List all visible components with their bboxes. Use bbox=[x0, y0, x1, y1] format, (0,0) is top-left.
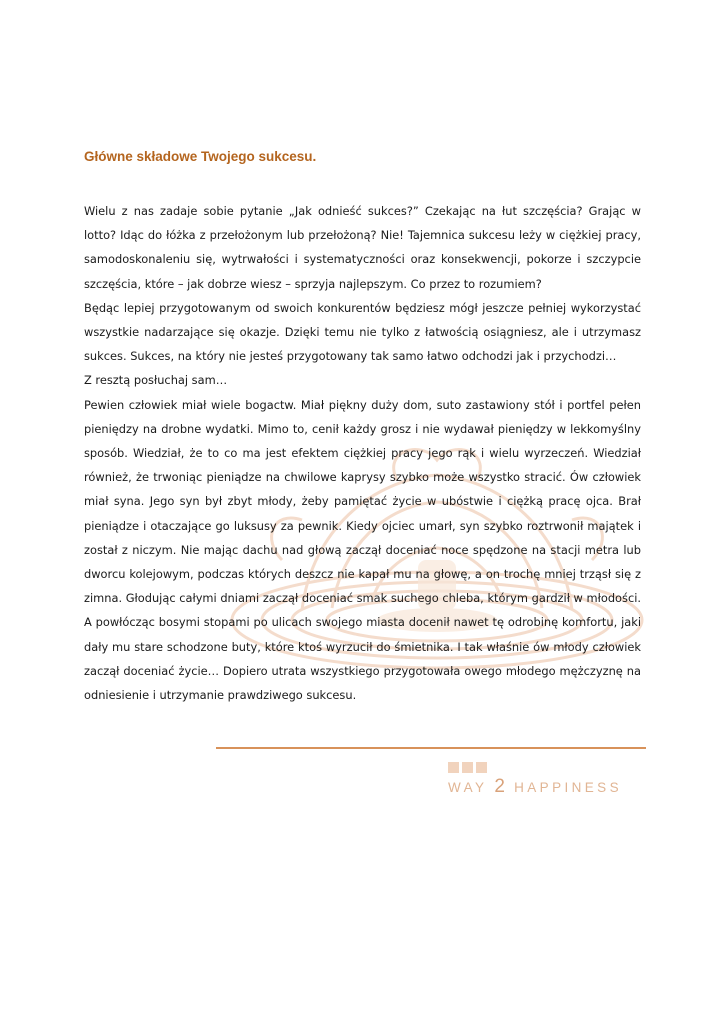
brand-part1: WAY bbox=[448, 780, 488, 795]
paragraph-intro: Wielu z nas zadaje sobie pytanie „Jak odnieść sukces?” Czekając na łut szczęścia? Grając w lotto? Idąc do łóżka z przełożonym lub przełożoną? Nie! Tajemnica sukcesu leży w ciężkiej pracy, samodoskonaleniu się, wytrwałości i systematyczności oraz konsekwencji, pokorze i szczypcie szczęścia, które – jak dobrze wiesz – sprzyja najlepszym. Co przez to rozumiem? bbox=[84, 204, 641, 291]
paragraph-listen: Z resztą posłuchaj sam… bbox=[84, 373, 228, 388]
brand-logo bbox=[448, 762, 648, 796]
page-title: Główne składowe Twojego sukcesu. bbox=[84, 149, 317, 164]
paragraph-story: Pewien człowiek miał wiele bogactw. Miał piękny duży dom, suto zastawiony stół i portfel pełen pieniędzy na drobne wydatki. Mimo to, cenił każdy grosz i nie wydawał pieniędzy w lekkomyślny sposób. Wiedział, że to co ma jest efektem ciężkiej pracy jego rąk i wielu wyrzeczeń. Wiedział również, że trwoniąc pieniądze na chwilowe kaprysy szybko może wszystko stracić. Ów człowiek miał syna. Jego syn był zbyt młody, żeby pamiętać życie w ubóstwie i ciężką pracę ojca. Brał pieniądze i otaczające go luksusy za pewnik. Kiedy ojciec umarł, syn szybko roztrwonił majątek i został z niczym. Nie mając dachu nad głową zaczął doceniać noce spędzone na stacji metra lub dworcu kolejowym, podczas których deszcz nie kapał mu na głowę, a on trochę mniej trząsł się z zimna. Głodując całymi dniami zaczął doceniać smak suchego chleba, którym gardził w młodości. A powłócząc bosymi stopami po ulicach swojego miasta docenił nawet tę odrobinę komfortu, jaki dały mu stare schodzone buty, które ktoś wyrzucił do śmietnika. I tak właśnie ów młody człowiek zaczął doceniać życie… Dopiero utrata wszystkiego przygotowała owego młodego mężczyznę na odniesienie i utrzymanie prawdziwego sukcesu. bbox=[84, 397, 641, 703]
footer-divider bbox=[216, 747, 646, 749]
article-body bbox=[84, 199, 641, 707]
brand-wordmark bbox=[448, 776, 622, 798]
paragraph-preparation: Będąc lepiej przygotowanym od swoich konkurentów będziesz mógł jeszcze pełniej wykorzystać wszystkie nadarzające się okazje. Dzięki temu nie tylko z łatwością osiągniesz, ale i utrzymasz sukces. Sukces, na który nie jesteś przygotowany tak samo łatwo odchodzi jak i przychodzi… bbox=[84, 300, 641, 364]
brand-part2: HAPPINESS bbox=[514, 780, 622, 795]
brand-squares-icon bbox=[448, 762, 487, 773]
brand-number: 2 bbox=[494, 776, 507, 797]
